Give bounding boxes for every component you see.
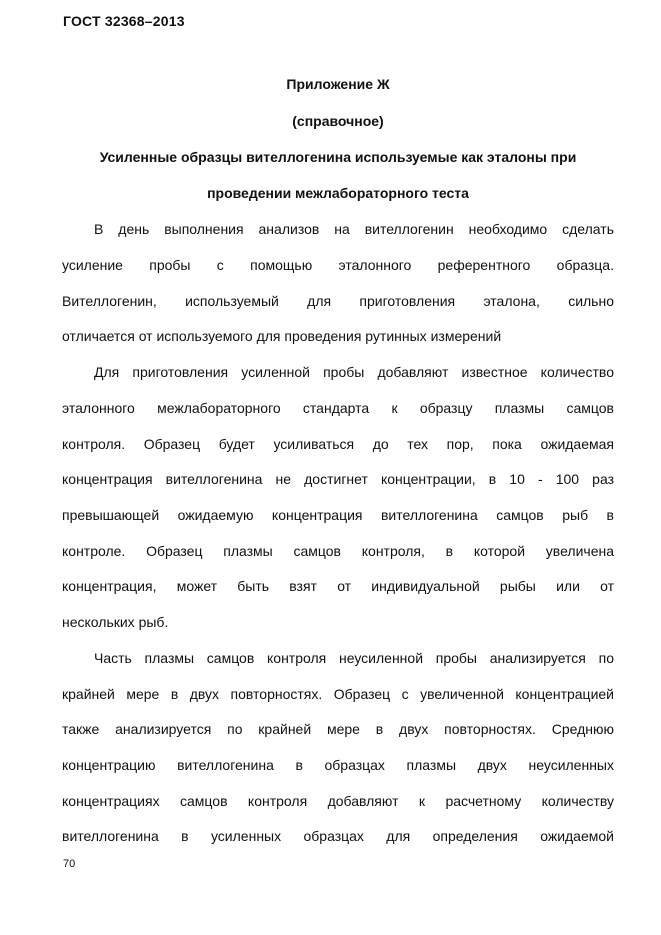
page-number: 70 (63, 858, 76, 870)
paragraph-3-line-6: вителлогенина в усиленных образцах для определения ожидаемой (62, 828, 614, 844)
paragraph-1-line-2: усиление пробы с помощью эталонного референтного образца. (62, 257, 614, 273)
paragraph-2-line-7: концентрация, может быть взят от индивидуальной рыбы или от (62, 578, 614, 594)
appendix-status: (справочное) (292, 113, 384, 129)
paragraph-2-line-6: контроле. Образец плазмы самцов контроля, в которой увеличена (62, 543, 614, 559)
paragraph-2-line-5: превышающей ожидаемую концентрация вителлогенина самцов рыб в (62, 507, 614, 523)
standard-designation: ГОСТ 32368–2013 (63, 13, 185, 29)
paragraph-3-line-4: концентрацию вителлогенина в образцах плазмы двух неусиленных (62, 757, 614, 773)
paragraph-3-line-2: крайней мере в двух повторностях. Образец с увеличенной концентрацией (62, 686, 614, 702)
paragraph-1-line-4: отличается от используемого для проведения рутинных измерений (62, 328, 502, 344)
paragraph-2-line-1: Для приготовления усиленной пробы добавляют известное количество (94, 364, 614, 380)
appendix-heading-line-1: Усиленные образцы вителлогенина используемые как эталоны при (99, 149, 577, 165)
paragraph-3-line-5: концентрациях самцов контроля добавляют к расчетному количеству (62, 793, 614, 809)
paragraph-1-line-3: Вителлогенин, используемый для приготовления эталона, сильно (62, 293, 614, 309)
paragraph-2-line-2: эталонного межлабораторного стандарта к образцу плазмы самцов (62, 400, 614, 416)
paragraph-2-line-3: контроля. Образец будет усиливаться до тех пор, пока ожидаемая (62, 436, 614, 452)
paragraph-2-line-8: нескольких рыб. (62, 614, 169, 630)
paragraph-2-line-4: концентрация вителлогенина не достигнет концентрации, в 10 - 100 раз (62, 471, 614, 487)
paragraph-3-line-1: Часть плазмы самцов контроля неусиленной пробы анализируется по (94, 650, 614, 666)
paragraph-3-line-3: также анализируется по крайней мере в двух повторностях. Среднюю (62, 721, 614, 737)
appendix-title: Приложение Ж (286, 76, 390, 92)
paragraph-1-line-1: В день выполнения анализов на вителлогенин необходимо сделать (94, 221, 614, 237)
appendix-heading-line-2: проведении межлабораторного теста (207, 185, 469, 201)
